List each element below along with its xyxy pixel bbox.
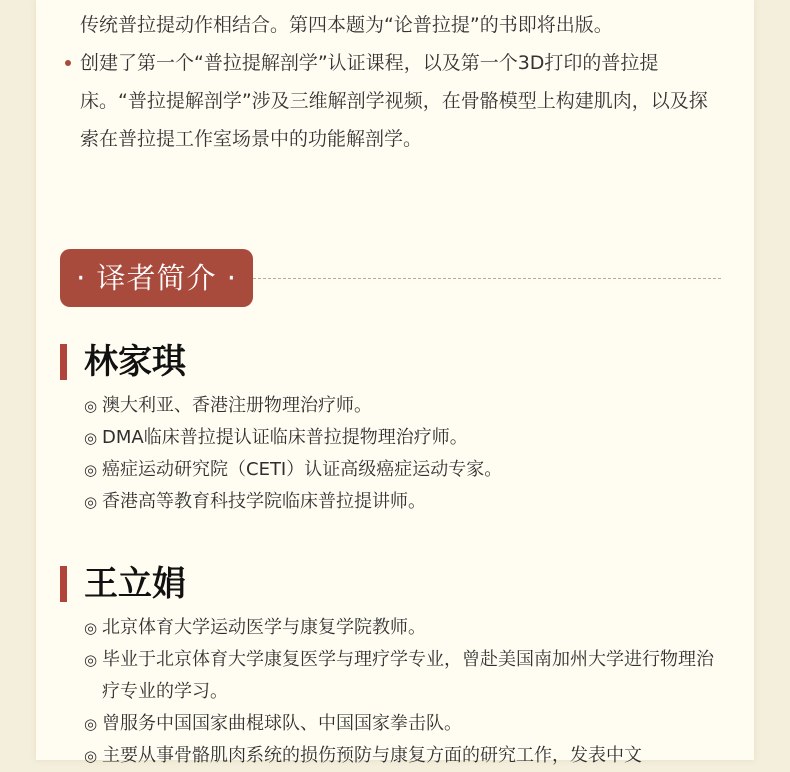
double-circle-icon: ◎ (84, 461, 98, 479)
double-circle-icon: ◎ (84, 715, 98, 733)
credential-item: ◎ 主要从事骨骼肌肉系统的损伤预防与康复方面的研究工作，发表中文 (60, 740, 720, 772)
translator-name: 林家琪 (60, 342, 720, 382)
double-circle-icon: ◎ (84, 397, 98, 415)
name-accent-bar (60, 344, 67, 380)
double-circle-icon: ◎ (84, 747, 98, 765)
translator-wang (60, 564, 720, 772)
credential-item: ◎ 毕业于北京体育大学康复医学与理疗学专业，曾赴美国南加州大学进行物理治疗专业的学习。 (60, 644, 720, 708)
section-title-translators: · 译者简介 · (60, 249, 253, 307)
credential-item: ◎ 曾服务中国国家曲棍球队、中国国家拳击队。 (60, 708, 720, 740)
credential-item: ◎ DMA临床普拉提认证临床普拉提物理治疗师。 (60, 422, 720, 454)
bio-bullet (80, 44, 720, 158)
double-circle-icon: ◎ (84, 651, 98, 669)
translator-name: 王立娟 (60, 564, 720, 604)
credential-item: ◎ 澳大利亚、香港注册物理治疗师。 (60, 390, 720, 422)
double-circle-icon: ◎ (84, 493, 98, 511)
credential-item: ◎ 香港高等教育科技学院临床普拉提讲师。 (60, 486, 720, 518)
section-divider (253, 278, 721, 279)
credential-item: ◎ 癌症运动研究院（CETI）认证高级癌症运动专家。 (60, 454, 720, 486)
double-circle-icon: ◎ (84, 429, 98, 447)
author-bio-continuation (80, 6, 720, 158)
intro-line: 传统普拉提动作相结合。第四本题为“论普拉提”的书即将出版。 (80, 14, 613, 36)
bullet-dot-icon (65, 60, 71, 66)
bio-bullet-text: 创建了第一个“普拉提解剖学”认证课程，以及第一个3D打印的普拉提床。“普拉提解剖学”涉及三维解剖学视频，在骨骼模型上构建肌肉，以及探索在普拉提工作室场景中的功能解剖学。 (80, 52, 708, 150)
credential-item: ◎ 北京体育大学运动医学与康复学院教师。 (60, 612, 720, 644)
translator-lin (60, 342, 720, 518)
name-accent-bar (60, 566, 67, 602)
double-circle-icon: ◎ (84, 619, 98, 637)
